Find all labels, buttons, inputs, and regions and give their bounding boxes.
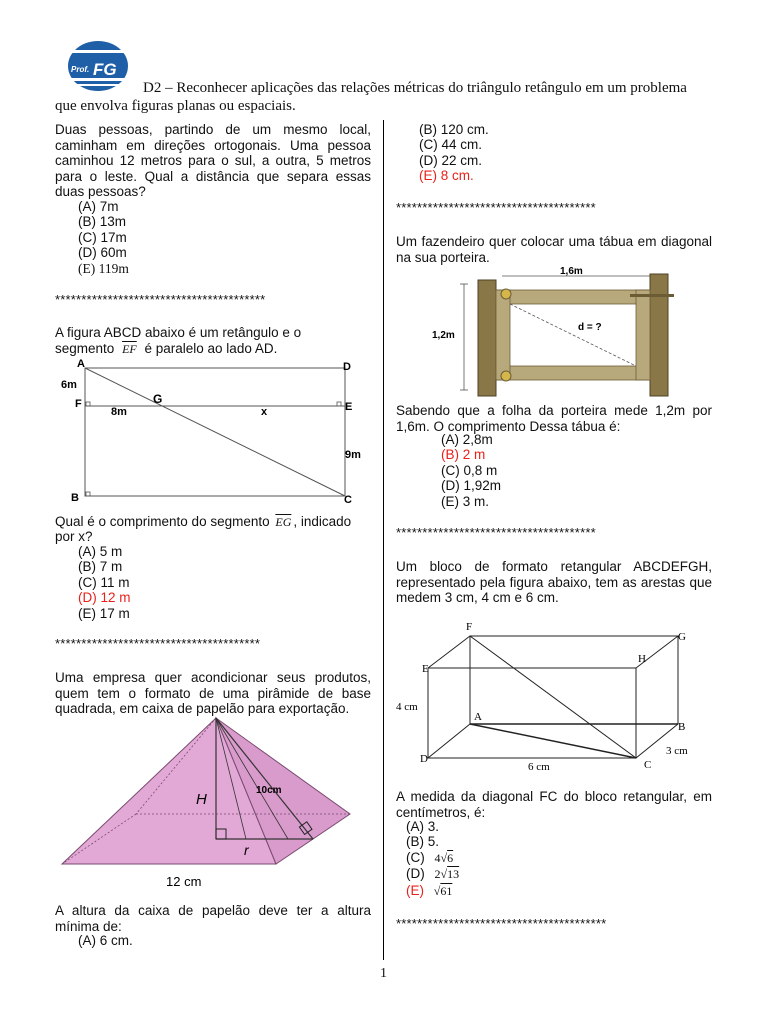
- vertex-d: D: [343, 361, 351, 373]
- vertex-f: F: [466, 621, 473, 633]
- q3-option-c[interactable]: (C) 44 cm.: [419, 137, 483, 153]
- label-height: 1,2m: [432, 330, 455, 341]
- q3-question: A altura da caixa de papelão deve ter a altura mínima de:: [55, 903, 371, 934]
- q3-option-e[interactable]: (E) 8 cm.: [419, 168, 474, 184]
- q2-intro-2a: segmento: [55, 341, 115, 356]
- q2-intro-2b: é paralelo ao lado AD.: [144, 341, 278, 356]
- svg-text:FG: FG: [93, 60, 117, 79]
- column-divider: [383, 120, 384, 960]
- radical-d: 2√13: [434, 867, 460, 882]
- q3-option-a[interactable]: (A) 6 cm.: [78, 933, 133, 948]
- label-6cm: 6 cm: [528, 761, 550, 773]
- vertex-a: A: [77, 358, 85, 370]
- vertex-a: A: [474, 711, 482, 723]
- q5-option-b[interactable]: (B) 5.: [406, 834, 440, 850]
- vertex-b: B: [678, 721, 686, 733]
- label-4cm: 4 cm: [396, 701, 418, 713]
- q5-option-d[interactable]: (D) 2√13: [406, 866, 460, 882]
- q4-text: Um fazendeiro quer colocar uma tábua em diagonal na sua porteira.: [396, 234, 712, 265]
- q2-intro-2: [55, 341, 277, 358]
- q4-question: Sabendo que a folha da porteira mede 1,2m por 1,6m. O comprimento Dessa tábua é:: [396, 403, 712, 434]
- q3-options-right: [419, 122, 489, 184]
- q2-option-a[interactable]: (A) 5 m: [78, 544, 123, 559]
- q5-question: A medida da diagonal FC do bloco retangular, em centímetros, é:: [396, 789, 712, 820]
- q2-options: [78, 544, 131, 621]
- q1-option-e[interactable]: (E) 119m: [78, 260, 129, 276]
- q4-option-a[interactable]: (A) 2,8m: [441, 432, 493, 447]
- page-number: 1: [380, 966, 387, 981]
- q5-text: Um bloco de formato retangular ABCDEFGH, representado pela figura abaixo, tem as arestas que medem 3 cm, 4 cm e 6 cm.: [396, 559, 712, 605]
- label-8m: 8m: [111, 406, 127, 418]
- q2-option-c[interactable]: (C) 11 m: [78, 574, 130, 590]
- q2-question-2: por x?: [55, 529, 93, 544]
- q2-intro-1: A figura ABCD abaixo é um retângulo e o: [55, 325, 302, 340]
- q2-option-b[interactable]: (B) 7 m: [78, 559, 123, 575]
- vertex-f: F: [75, 398, 82, 410]
- q1-options: [78, 199, 129, 276]
- label-slant: 10cm: [256, 785, 282, 796]
- q1-text: Duas pessoas, partindo de um mesmo local, caminham em direções ortogonais. Uma pessoa caminhou 12 metros para o sul, a outra, 5 metros para o leste. Qual a distância que separa essas duas pessoas?: [55, 122, 371, 199]
- q3-options-left: [78, 933, 133, 948]
- label-x: x: [261, 406, 268, 418]
- q1-option-b[interactable]: (B) 13m: [78, 214, 127, 230]
- label-3cm: 3 cm: [666, 745, 688, 757]
- q3-option-b[interactable]: (B) 120 cm.: [419, 122, 489, 137]
- vertex-b: B: [71, 492, 79, 504]
- vertex-g: G: [678, 631, 686, 643]
- q1-option-c[interactable]: (C) 17m: [78, 229, 127, 245]
- label-9m: 9m: [345, 449, 361, 461]
- segment-ef: $\overline{EF}$: [122, 342, 137, 356]
- header-line-2: que envolva figuras planas ou espaciais.: [55, 98, 296, 114]
- segment-eg: $\overline{EG}$: [275, 515, 292, 529]
- q4-options: [441, 432, 501, 509]
- pyramid-figure: [58, 716, 358, 894]
- q5-option-c[interactable]: (C) 4√6: [406, 849, 454, 865]
- logo: [66, 40, 130, 92]
- separator: **************************************: [396, 200, 596, 215]
- q4-option-d[interactable]: (D) 1,92m: [441, 478, 502, 494]
- header-line-1: D2 – Reconhecer aplicações das relações métricas do triângulo retângulo em um problema: [143, 80, 687, 96]
- q4-option-b[interactable]: (B) 2 m: [441, 447, 486, 463]
- gate-figure: [430, 262, 690, 398]
- radical-c: 4√6: [434, 850, 454, 865]
- label-r: r: [244, 842, 249, 858]
- svg-text:Prof.: Prof.: [71, 65, 90, 74]
- q5-option-e[interactable]: (E) √61: [406, 882, 453, 898]
- q1-option-a[interactable]: (A) 7m: [78, 199, 119, 214]
- label-width: 1,6m: [560, 266, 583, 277]
- q3-option-d[interactable]: (D) 22 cm.: [419, 152, 483, 168]
- q5-options: [406, 819, 459, 899]
- separator: ****************************************: [396, 916, 607, 931]
- q2-option-e[interactable]: (E) 17 m: [78, 605, 130, 621]
- label-6m: 6m: [61, 379, 77, 391]
- rectangle-abcd-figure: [55, 358, 375, 508]
- label-d: d = ?: [578, 322, 602, 333]
- q2-question-1: Qual é o comprimento do segmento $\overline{EG}$ , indicado: [55, 514, 352, 529]
- q2-option-d[interactable]: (D) 12 m: [78, 590, 131, 606]
- q1-option-d[interactable]: (D) 60m: [78, 245, 127, 261]
- vertex-c: C: [644, 759, 652, 771]
- separator: **************************************: [396, 525, 596, 540]
- vertex-e: E: [422, 663, 429, 675]
- vertex-c: C: [344, 494, 352, 506]
- vertex-d: D: [420, 753, 428, 765]
- vertex-h: H: [638, 653, 646, 665]
- label-base: 12 cm: [166, 874, 202, 889]
- radical-e: √61: [433, 883, 453, 898]
- label-h: H: [196, 791, 207, 808]
- q4-option-e[interactable]: (E) 3 m.: [441, 493, 490, 509]
- block-figure: [392, 618, 702, 776]
- q5-option-a[interactable]: (A) 3.: [406, 819, 440, 834]
- q3-text: Uma empresa quer acondicionar seus produtos, quem tem o formato de uma pirâmide de base quadrada, em caixa de papelão para exportação.: [55, 670, 371, 716]
- vertex-e: E: [345, 401, 353, 413]
- separator: ****************************************: [55, 292, 266, 307]
- point-g: G: [153, 392, 163, 406]
- q4-option-c[interactable]: (C) 0,8 m: [441, 462, 498, 478]
- separator: ***************************************: [55, 636, 261, 651]
